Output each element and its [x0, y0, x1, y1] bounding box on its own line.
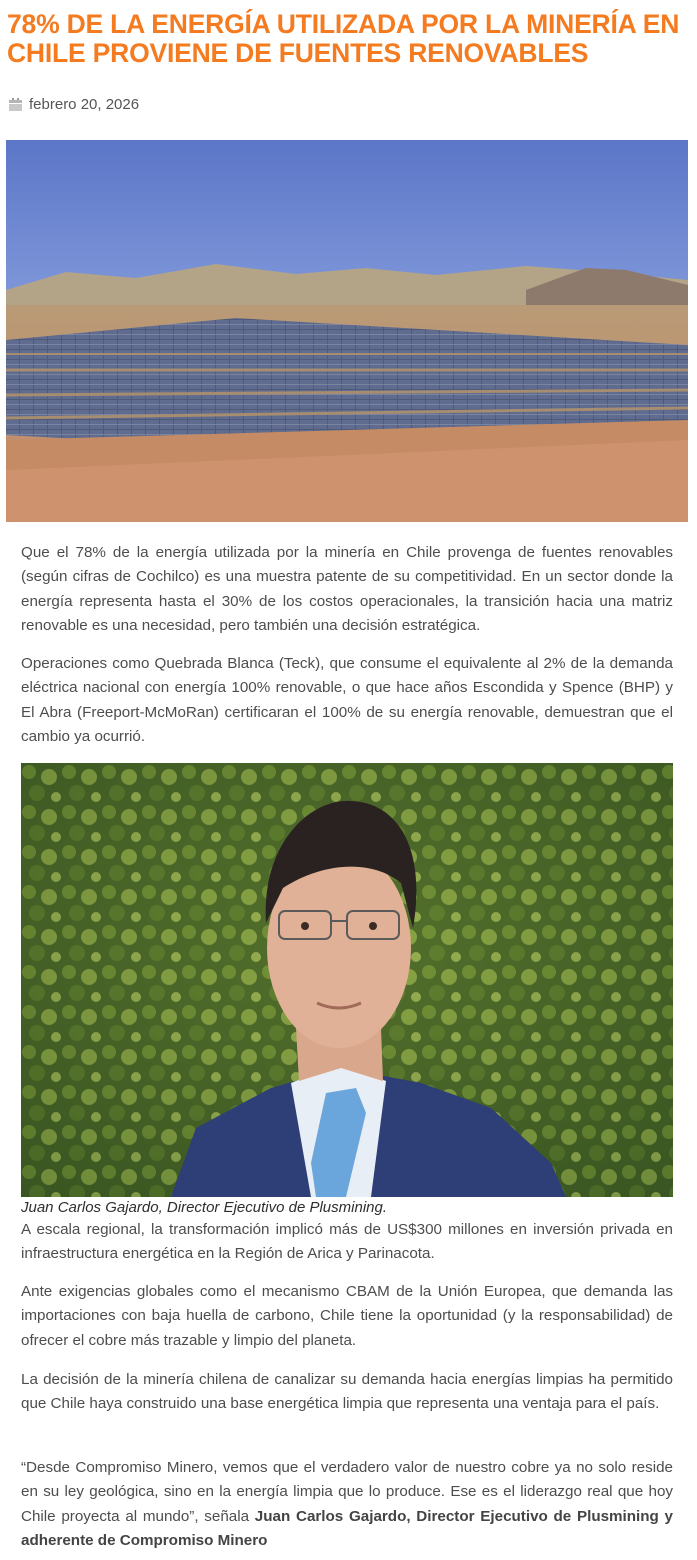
post-date: febrero 20, 2026 [29, 95, 140, 113]
solar-panels-desert-photo [6, 140, 688, 522]
quote-author: Juan Carlos Gajardo, Director Ejecutivo de Plusmining y adherente de Compromiso Minero [21, 1507, 673, 1550]
quote-text: “Desde Compromiso Minero, vemos que el verdadero valor de nuestro cobre ya no solo reside en su ley geológica, sino en la energía limpia que lo produce. Ese es el liderazgo real que hoy Chile proyecta al mundo”, señala [21, 1459, 673, 1525]
calendar-icon [9, 98, 22, 111]
image-caption: Juan Carlos Gajardo, Director Ejecutivo de Plusmining. [21, 1199, 387, 1216]
post-meta [9, 94, 139, 114]
paragraph-4: Ante exigencias globales como el mecanismo CBAM de la Unión Europea, que demanda las importaciones con baja huella de carbono, Chile tiene la oportunidad (y la responsabilidad) de ofrecer el cobre más trazable y limpio del planeta. [21, 1283, 673, 1349]
paragraph-1: Que el 78% de la energía utilizada por la minería en Chile provenga de fuentes renovables (según cifras de Cochilco) es una muestra patente de su competitividad. En un sector donde la energía representa hasta el 30% de los costos operacionales, la transición hacia una matriz renovable es una necesidad, pero también una decisión estratégica. [21, 544, 673, 635]
paragraph-5: La decisión de la minería chilena de canalizar su demanda hacia energías limpias ha permitido que Chile haya construido una base energética limpia que representa una ventaja para el país. [21, 1371, 673, 1413]
paragraph-6-quote [21, 1456, 673, 1554]
article-title: 78% DE LA ENERGÍA UTILIZADA POR LA MINERÍA EN CHILE PROVIENE DE FUENTES RENOVABLES [7, 9, 680, 68]
paragraph-2: Operaciones como Quebrada Blanca (Teck), que consume el equivalente al 2% de la demanda eléctrica nacional con energía 100% renovable, o que hace años Escondida y Spence (BHP) y El Abra (Freeport-McMoRan) certificaran el 100% de su energía renovable, demuestran que el cambio ya ocurrió. [21, 655, 673, 746]
paragraph-3: A escala regional, la transformación implicó más de US$300 millones en inversión privada en infraestructura energética en la Región de Arica y Parinacota. [21, 1221, 673, 1263]
man-in-suit-portrait-photo [21, 763, 673, 1197]
